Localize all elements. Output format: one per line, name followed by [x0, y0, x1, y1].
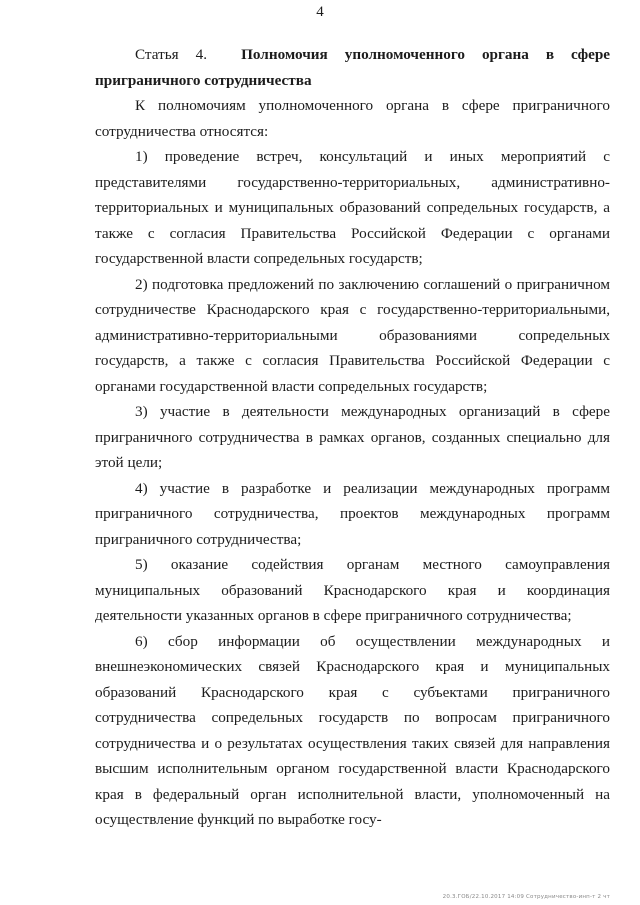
footer-file-reference: 20.3.ГОБ/22.10.2017 14:09 Сотрудничество-инп-т 2 чт — [442, 894, 610, 900]
page-number: 4 — [316, 4, 324, 20]
paragraph-item-5: 5) оказание содействия органам местного самоуправления муниципальных образований Краснодарского края и координация деятельности указанных органов в сфере приграничного сотрудничества; — [95, 556, 610, 624]
document-body — [95, 42, 610, 833]
paragraph-item-3: 3) участие в деятельности международных организаций в сфере приграничного сотрудничества в рамках органов, созданных специально для этой цели; — [95, 403, 610, 471]
article-heading — [95, 42, 610, 93]
article-title: Полномочия уполномоченного органа в сфере приграничного сотрудничества — [95, 46, 611, 89]
article-label: Статья 4. — [135, 46, 208, 63]
paragraph-item-4: 4) участие в разработке и реализации международных программ приграничного сотрудничества, проектов международных программ приграничного сотрудничества; — [95, 479, 610, 548]
paragraph-item-1: 1) проведение встреч, консультаций и иных мероприятий с представителями государственно-территориальных, административно-территориальных и муниципальных образований сопредельных государств, а также с согласия Правительства Российской Федерации с органами государственной власти сопредельных государств; — [95, 148, 610, 267]
paragraph-item-2: 2) подготовка предложений по заключению соглашений о приграничном сотрудничестве Краснодарского края с государственно-территориальными, административно-территориальными образованиями сопредельных государств, а также с согласия Правительства Российской Федерации с органами государственной власти сопредельных государств; — [95, 275, 610, 395]
paragraph-intro: К полномочиям уполномоченного органа в сфере приграничного сотрудничества относятся: — [95, 97, 610, 140]
paragraph-item-6: 6) сбор информации об осуществлении международных и внешнеэкономических связей Краснодарского края и муниципальных образований Краснодарского края с субъектами приграничного сотрудничества сопредельных государств по вопросам приграничного сотрудничества и о результатах осуществления таких связей для направления высшим исполнительным органом государственной власти Краснодарского края в федеральный орган исполнительной власти, уполномоченный на осуществление функций по выработке госу- — [95, 632, 610, 828]
